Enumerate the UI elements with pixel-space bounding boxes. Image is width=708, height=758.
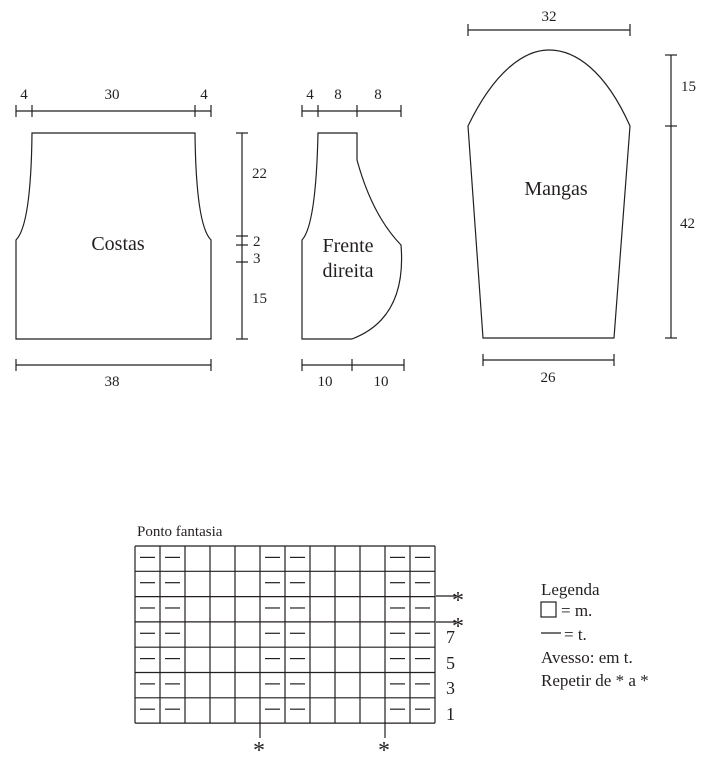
repeat-star-bottom-right: * (378, 738, 390, 758)
costas-label: Costas (91, 233, 145, 255)
legend-wrong-side: Avesso: em t. (541, 648, 633, 667)
costas-side-dim-3: 3 (253, 251, 261, 267)
costas-side-dimension (236, 133, 248, 339)
row-number-1: 1 (446, 704, 455, 724)
legend-knit-text: = m. (561, 601, 593, 620)
costas-side-dim-15: 15 (252, 291, 267, 307)
repeat-star-right-top: * (452, 588, 464, 614)
frente-bottom-dim-left: 10 (317, 374, 333, 390)
repeat-star-bottom-left: * (253, 738, 265, 758)
costas-side-dim-22: 22 (252, 166, 267, 182)
mangas-label: Mangas (524, 178, 588, 200)
frente-bottom-dimension (302, 359, 404, 371)
legend-title: Legenda (541, 580, 600, 599)
frente-top-dim-right: 8 (374, 87, 382, 103)
legend-purl-text: = t. (564, 625, 587, 644)
row-number-5: 5 (446, 653, 455, 673)
frente-top-dim-left: 4 (306, 87, 314, 103)
legend-knit-square-icon (541, 602, 556, 617)
costas-side-dim-2: 2 (253, 234, 261, 250)
stitch-chart-grid (135, 546, 435, 723)
mangas-bottom-dimension (483, 354, 614, 366)
row-number-3: 3 (446, 678, 455, 698)
frente-bottom-dim-right: 10 (373, 374, 389, 390)
costas-bottom-dimension (16, 359, 211, 371)
costas-top-dim-right: 4 (200, 87, 208, 103)
repeat-star-right-bottom: * (452, 614, 464, 640)
legend-repeat: Repetir de * a * (541, 671, 649, 690)
chart-title: Ponto fantasia (137, 524, 223, 540)
costas-top-dim-left: 4 (20, 87, 28, 103)
costas-top-dim-center: 30 (104, 87, 120, 103)
mangas-side-dim-42: 42 (680, 216, 695, 232)
costas-bottom-dim: 38 (104, 374, 120, 390)
costas-top-dimension (16, 105, 211, 117)
mangas-side-dimension (665, 55, 677, 338)
mangas-bottom-dim: 26 (540, 370, 556, 386)
mangas-top-dimension (468, 24, 630, 36)
frente-label-line1: Frente (322, 235, 374, 257)
repeat-markers (260, 596, 456, 738)
mangas-top-dim: 32 (541, 9, 557, 25)
frente-label-line2: direita (322, 260, 374, 282)
mangas-side-dim-15: 15 (681, 79, 696, 95)
row-number-7: 7 (446, 627, 455, 647)
frente-top-dimension (302, 105, 401, 117)
frente-top-dim-center: 8 (334, 87, 342, 103)
